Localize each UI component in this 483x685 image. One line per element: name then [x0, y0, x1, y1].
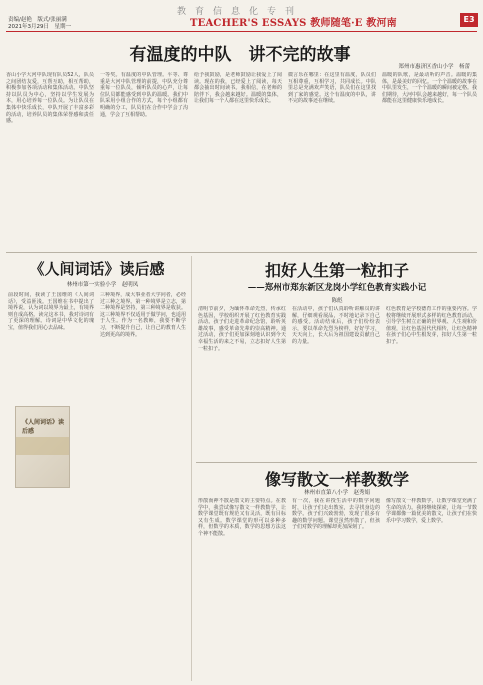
section-divider: [196, 462, 477, 463]
book-cover-image: [15, 406, 70, 488]
middle-article-byline: 陈彪: [331, 298, 343, 304]
page-number-badge: E3: [460, 13, 478, 27]
header-rule: [6, 31, 477, 32]
middle-article-col-2: 在活动中，孩子们认真聆听讲解员的讲解，仔细观看展品，不时地记录下自己的感受。活动结束后，孩子们纷纷表示，要以革命先烈为榜样，好好学习，天天向上，长大后为祖国建设贡献自己的力量。: [292, 306, 380, 345]
left-article-col-1: 前段时间，我读了王国维的《人间词话》，受益匪浅。王国维在书中提出了境界说，认为词以境界为最上，有境界则自成高格。读完这本书，我对诗词有了更深的理解。诗词是中华文化的瑰宝，值得我们用心去品味。: [8, 292, 94, 331]
bottom-article-col-2: 有一次，我在讲授生活中的数学问题时，让孩子们走出教室，去寻找身边的数学。孩子们兴致勃勃，发现了很多有趣的数学问题。课堂虽然形散了，但孩子们对数学的理解却更加深刻了。: [292, 498, 380, 531]
middle-article-col-3: 红色教育是学校德育工作的重要内容。学校将继续开展形式多样的红色教育活动，引导学生树立正确的世界观、人生观和价值观，让红色基因代代相传，让红色精神在孩子们心中生根发芽，扣好人生第一粒扣子。: [386, 306, 477, 345]
left-article-col-2: 三种境界，成大事业者大学问者，必经过三种之境界。第一种境界是立志，第二种境界是坚持，第三种境界是收获。这三种境界不仅适用于做学问，也适用于人生。作为一名教师，我要不断学习，不断提升自己，让自己的教育人生达到更高的境界。: [100, 292, 186, 338]
middle-article-title: 扣好人生第一粒扣子: [264, 261, 409, 280]
top-article-col-4: 微言乐在哪里：在这里有温度，队员们互相尊重，互相学习，共同成长。中队里总是充满欢声笑语，队员们在这里找到了家的感觉。这个有温度的中队，讲不完的故事还在继续。: [288, 72, 376, 105]
editors-line: 责编/赵艳 版式/张丽满: [8, 17, 67, 23]
middle-article-col-1: 清明节前夕，为缅怀革命先烈，传承红色基因，学校组织开展了红色教育实践活动。孩子们走进革命纪念馆，聆听英雄故事，感受革命先辈的崇高精神。通过活动，孩子们更加深刻地认识到今天幸福生活的来之不易，立志扣好人生第一粒扣子。: [198, 306, 286, 352]
left-article-title: 《人间词话》读后感: [29, 260, 165, 278]
bottom-article-byline: 林州市直第八小学 赵秀娟: [303, 490, 370, 496]
date-line: 2021年3月29日 星期一: [8, 24, 71, 30]
left-article-byline: 林州市第一实验小学 赵明凤: [66, 282, 139, 288]
header-title: TEACHER'S ESSAYS 教师随笔·E 教河南: [190, 18, 397, 29]
bottom-article-title: 像写散文一样教数学: [264, 470, 409, 489]
book-cover-stripe: [16, 437, 69, 455]
bottom-article-col-3: 像写散文一样教数学，让数学课堂充满了生命的活力。我将继续探索，让每一节数学课都像一篇优美的散文，让孩子们在快乐中学习数学，爱上数学。: [386, 498, 477, 524]
top-article-title: 有温度的中队 讲不完的故事: [129, 45, 351, 65]
top-article-col-3: 给予我鼓励，是老师鼓励让我爱上了阅读。现在的我，已经爱上了阅读，每天都会抽出时间读书。我相信，在老师的陪伴下，我会越来越好。温暖的集体，让我们每一个人都在这里快乐成长。: [194, 72, 282, 105]
page-header: [0, 0, 483, 36]
header-editors: [8, 17, 71, 31]
header-motto: 教育信息化专刊: [176, 7, 303, 17]
top-article-byline: 郑州市惠济区香山小学 杨蕾: [398, 64, 470, 70]
top-article-col-2: 一等奖。有温度的中队管理。平等、尊重是大河中队管理的前提，中队充分尊重每一位队员，倾听队员的心声，让每位队员都能感受到中队的温暖。我们中队采用小组合作的方式，每个小组都有明确的分工，队员们在合作中学会了沟通，学会了互相帮助。: [100, 72, 188, 118]
middle-article-subtitle: ——郑州市郑东新区龙岗小学红色教育实践小记: [247, 283, 427, 293]
section-divider: [6, 252, 477, 253]
column-divider: [191, 256, 192, 681]
top-article-col-1: 香山小学大河中队现有队员52人，队员之间团结友爱，互帮互助，相互帮助，积极参加各项活动和集体活动。中队坚持以队员为中心，坚持以学生发展为本，用心培养每一位队员。为让队员在集体中快乐成长，中队开展了丰富多彩的活动，培养队员的集体荣誉感和责任感。: [6, 72, 94, 125]
book-cover-title: 《人间词话》读后感: [22, 419, 65, 435]
bottom-article-col-1: 形散而神不散是散文的主要特点。在教学中，我尝试像写散文一样教数学，让数学课堂既有规范又有灵活，既有目标又有生成。数学课堂的形可以多种多样，但数学的本质，数学的思想方法这个神不能散。: [198, 498, 286, 537]
top-article-col-5: 温暖的队歌，是最动听的声音。温暖的集体，是最美好的回忆。一个个温暖的故事在中队里发生，一个个温暖的瞬间被定格。我们期待，大河中队会越来越好，每一个队员都能在这里健康快乐地成长。: [382, 72, 477, 105]
